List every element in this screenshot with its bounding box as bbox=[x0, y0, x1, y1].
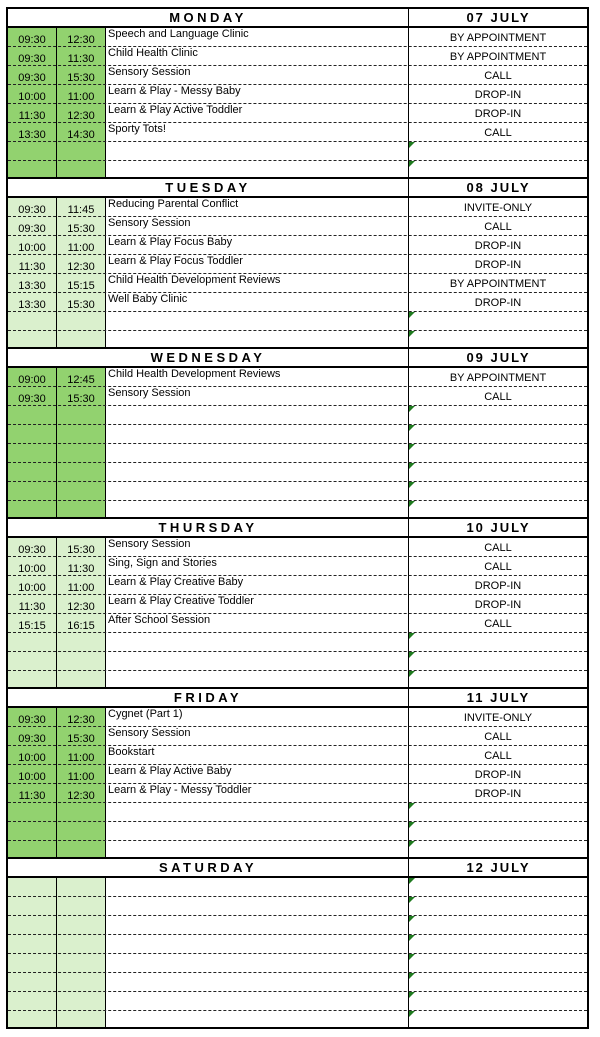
cell-comment-marker-icon bbox=[409, 897, 415, 903]
activity-cell[interactable]: Reducing Parental Conflict bbox=[108, 198, 239, 210]
end-time-cell[interactable]: 11:00 bbox=[67, 242, 95, 254]
activity-cell[interactable]: Learn & Play Active Baby bbox=[108, 765, 232, 777]
end-time-cell[interactable]: 11:00 bbox=[67, 91, 95, 103]
day-date: 12 JULY bbox=[408, 859, 588, 876]
schedule-row[interactable] bbox=[8, 123, 587, 142]
activity-cell[interactable]: Child Health Development Reviews bbox=[108, 274, 281, 286]
start-time-cell[interactable]: 11:30 bbox=[18, 110, 46, 122]
activity-cell[interactable]: Sensory Session bbox=[108, 727, 191, 739]
cell-comment-marker-icon bbox=[409, 633, 415, 639]
cell-comment-marker-icon bbox=[409, 916, 415, 922]
schedule-row[interactable] bbox=[8, 293, 587, 312]
schedule-row[interactable] bbox=[8, 803, 587, 822]
start-time-cell[interactable]: 09:30 bbox=[18, 204, 46, 216]
cell-comment-marker-icon bbox=[409, 406, 415, 412]
booking-type-cell[interactable]: DROP-IN bbox=[474, 108, 522, 120]
start-time-cell[interactable]: 15:15 bbox=[18, 620, 46, 632]
start-time-cell[interactable]: 10:00 bbox=[18, 752, 46, 764]
cell-comment-marker-icon bbox=[409, 935, 415, 941]
end-time-cell[interactable]: 12:30 bbox=[67, 714, 95, 726]
schedule-row[interactable] bbox=[8, 954, 587, 973]
start-time-cell[interactable]: 10:00 bbox=[18, 563, 46, 575]
day-name: SATURDAY bbox=[158, 860, 258, 875]
schedule-row[interactable] bbox=[8, 368, 587, 387]
schedule-row[interactable] bbox=[8, 85, 587, 104]
cell-comment-marker-icon bbox=[409, 425, 415, 431]
booking-type-cell[interactable]: DROP-IN bbox=[474, 599, 522, 611]
schedule-row[interactable] bbox=[8, 406, 587, 425]
day-block-saturday bbox=[6, 857, 589, 1029]
start-time-cell[interactable]: 11:30 bbox=[18, 601, 46, 613]
cell-comment-marker-icon bbox=[409, 501, 415, 507]
activity-cell[interactable]: Child Health Development Reviews bbox=[108, 368, 281, 380]
schedule-row[interactable] bbox=[8, 765, 587, 784]
activity-cell[interactable]: Child Health Clinic bbox=[108, 47, 198, 59]
start-time-cell[interactable]: 10:00 bbox=[18, 242, 46, 254]
end-time-cell[interactable]: 12:30 bbox=[67, 34, 95, 46]
booking-type-cell[interactable]: CALL bbox=[484, 70, 512, 82]
end-time-cell[interactable]: 12:30 bbox=[67, 261, 95, 273]
end-time-cell[interactable]: 16:15 bbox=[67, 620, 95, 632]
cell-comment-marker-icon bbox=[409, 1011, 415, 1017]
activity-cell[interactable]: Learn & Play Focus Toddler bbox=[108, 255, 243, 267]
cell-comment-marker-icon bbox=[409, 822, 415, 828]
day-block-tuesday bbox=[6, 177, 589, 349]
booking-type-cell[interactable]: BY APPOINTMENT bbox=[449, 32, 547, 44]
start-time-cell[interactable]: 09:30 bbox=[18, 53, 46, 65]
start-time-cell[interactable]: 13:30 bbox=[18, 129, 46, 141]
start-time-cell[interactable]: 10:00 bbox=[18, 582, 46, 594]
schedule-row[interactable] bbox=[8, 217, 587, 236]
end-time-cell[interactable]: 14:30 bbox=[67, 129, 95, 141]
cell-comment-marker-icon bbox=[409, 841, 415, 847]
start-time-cell[interactable]: 09:30 bbox=[18, 393, 46, 405]
day-header bbox=[8, 9, 587, 28]
day-header bbox=[8, 859, 587, 878]
end-time-cell[interactable]: 15:30 bbox=[67, 223, 95, 235]
booking-type-cell[interactable]: DROP-IN bbox=[474, 580, 522, 592]
schedule-row[interactable] bbox=[8, 198, 587, 217]
schedule-row[interactable] bbox=[8, 557, 587, 576]
activity-cell[interactable]: After School Session bbox=[108, 614, 211, 626]
activity-cell[interactable]: Learn & Play Creative Toddler bbox=[108, 595, 254, 607]
schedule-row[interactable] bbox=[8, 236, 587, 255]
day-date: 08 JULY bbox=[408, 179, 588, 196]
cell-comment-marker-icon bbox=[409, 992, 415, 998]
end-time-cell[interactable]: 15:30 bbox=[67, 733, 95, 745]
start-time-cell[interactable]: 09:30 bbox=[18, 34, 46, 46]
booking-type-cell[interactable]: CALL bbox=[484, 391, 512, 403]
booking-type-cell[interactable]: DROP-IN bbox=[474, 89, 522, 101]
activity-cell[interactable]: Sensory Session bbox=[108, 66, 191, 78]
schedule-row[interactable] bbox=[8, 482, 587, 501]
activity-cell[interactable]: Well Baby Clinic bbox=[108, 293, 188, 305]
schedule-row[interactable] bbox=[8, 66, 587, 85]
schedule-row[interactable] bbox=[8, 822, 587, 841]
start-time-cell[interactable]: 09:30 bbox=[18, 714, 46, 726]
end-time-cell[interactable]: 15:30 bbox=[67, 72, 95, 84]
cell-comment-marker-icon bbox=[409, 463, 415, 469]
schedule-row[interactable] bbox=[8, 444, 587, 463]
end-time-cell[interactable]: 12:45 bbox=[67, 374, 95, 386]
booking-type-cell[interactable]: CALL bbox=[484, 561, 512, 573]
booking-type-cell[interactable]: CALL bbox=[484, 731, 512, 743]
day-name: FRIDAY bbox=[173, 690, 243, 705]
booking-type-cell[interactable]: DROP-IN bbox=[474, 297, 522, 309]
activity-cell[interactable]: Speech and Language Clinic bbox=[108, 28, 249, 40]
end-time-cell[interactable]: 11:00 bbox=[67, 752, 95, 764]
activity-cell[interactable]: Learn & Play Active Toddler bbox=[108, 104, 243, 116]
schedule-row[interactable] bbox=[8, 935, 587, 954]
booking-type-cell[interactable]: DROP-IN bbox=[474, 240, 522, 252]
day-name: MONDAY bbox=[169, 10, 247, 25]
booking-type-cell[interactable]: CALL bbox=[484, 221, 512, 233]
activity-cell[interactable]: Learn & Play Creative Baby bbox=[108, 576, 244, 588]
activity-cell[interactable]: Sensory Session bbox=[108, 387, 191, 399]
schedule-row[interactable] bbox=[8, 992, 587, 1011]
cell-comment-marker-icon bbox=[409, 652, 415, 658]
booking-type-cell[interactable]: BY APPOINTMENT bbox=[449, 372, 547, 384]
schedule-row[interactable] bbox=[8, 595, 587, 614]
day-block-monday bbox=[6, 7, 589, 179]
booking-type-cell[interactable]: CALL bbox=[484, 542, 512, 554]
end-time-cell[interactable]: 12:30 bbox=[67, 110, 95, 122]
cell-comment-marker-icon bbox=[409, 161, 415, 167]
schedule-row[interactable] bbox=[8, 142, 587, 161]
schedule-row[interactable] bbox=[8, 104, 587, 123]
end-time-cell[interactable]: 15:30 bbox=[67, 299, 95, 311]
schedule-row[interactable] bbox=[8, 708, 587, 727]
cell-comment-marker-icon bbox=[409, 878, 415, 884]
schedule-row[interactable] bbox=[8, 1011, 587, 1030]
schedule-row[interactable] bbox=[8, 652, 587, 671]
day-name: TUESDAY bbox=[165, 180, 251, 195]
start-time-cell[interactable]: 13:30 bbox=[18, 299, 46, 311]
activity-cell[interactable]: Cygnet (Part 1) bbox=[108, 708, 183, 720]
start-time-cell[interactable]: 09:30 bbox=[18, 72, 46, 84]
cell-comment-marker-icon bbox=[409, 312, 415, 318]
cell-comment-marker-icon bbox=[409, 142, 415, 148]
day-block-wednesday bbox=[6, 347, 589, 519]
start-time-cell[interactable]: 10:00 bbox=[18, 771, 46, 783]
booking-type-cell[interactable]: DROP-IN bbox=[474, 788, 522, 800]
schedule-row[interactable] bbox=[8, 538, 587, 557]
booking-type-cell[interactable]: INVITE-ONLY bbox=[463, 202, 533, 214]
schedule-row[interactable] bbox=[8, 463, 587, 482]
schedule-row[interactable] bbox=[8, 973, 587, 992]
end-time-cell[interactable]: 15:30 bbox=[67, 393, 95, 405]
schedule-row[interactable] bbox=[8, 916, 587, 935]
end-time-cell[interactable]: 11:30 bbox=[67, 53, 95, 65]
end-time-cell[interactable]: 12:30 bbox=[67, 790, 95, 802]
schedule-row[interactable] bbox=[8, 784, 587, 803]
start-time-cell[interactable]: 09:00 bbox=[18, 374, 46, 386]
cell-comment-marker-icon bbox=[409, 954, 415, 960]
booking-type-cell[interactable]: INVITE-ONLY bbox=[463, 712, 533, 724]
day-header bbox=[8, 519, 587, 538]
activity-cell[interactable]: Bookstart bbox=[108, 746, 155, 758]
activity-cell[interactable]: Sing, Sign and Stories bbox=[108, 557, 217, 569]
day-date: 10 JULY bbox=[408, 519, 588, 536]
booking-type-cell[interactable]: BY APPOINTMENT bbox=[449, 51, 547, 63]
start-time-cell[interactable]: 09:30 bbox=[18, 223, 46, 235]
activity-cell[interactable]: Learn & Play - Messy Baby bbox=[108, 85, 241, 97]
day-name: THURSDAY bbox=[158, 520, 258, 535]
booking-type-cell[interactable]: CALL bbox=[484, 127, 512, 139]
activity-cell[interactable]: Learn & Play Focus Baby bbox=[108, 236, 233, 248]
schedule-row[interactable] bbox=[8, 727, 587, 746]
booking-type-cell[interactable]: DROP-IN bbox=[474, 259, 522, 271]
cell-comment-marker-icon bbox=[409, 331, 415, 337]
schedule-row[interactable] bbox=[8, 255, 587, 274]
start-time-cell[interactable]: 11:30 bbox=[18, 790, 46, 802]
cell-comment-marker-icon bbox=[409, 482, 415, 488]
activity-cell[interactable]: Learn & Play - Messy Toddler bbox=[108, 784, 252, 796]
cell-comment-marker-icon bbox=[409, 444, 415, 450]
day-block-thursday bbox=[6, 517, 589, 689]
schedule-row[interactable] bbox=[8, 425, 587, 444]
day-date: 07 JULY bbox=[408, 9, 588, 26]
end-time-cell[interactable]: 15:15 bbox=[67, 280, 95, 292]
start-time-cell[interactable]: 11:30 bbox=[18, 261, 46, 273]
booking-type-cell[interactable]: BY APPOINTMENT bbox=[449, 278, 547, 290]
day-name: WEDNESDAY bbox=[150, 350, 266, 365]
cell-comment-marker-icon bbox=[409, 973, 415, 979]
end-time-cell[interactable]: 11:00 bbox=[67, 771, 95, 783]
cell-comment-marker-icon bbox=[409, 803, 415, 809]
schedule-row[interactable] bbox=[8, 633, 587, 652]
booking-type-cell[interactable]: CALL bbox=[484, 750, 512, 762]
activity-cell[interactable]: Sensory Session bbox=[108, 217, 191, 229]
start-time-cell[interactable]: 10:00 bbox=[18, 91, 46, 103]
start-time-cell[interactable]: 09:30 bbox=[18, 733, 46, 745]
end-time-cell[interactable]: 11:45 bbox=[67, 204, 95, 216]
day-header bbox=[8, 689, 587, 708]
schedule-row[interactable] bbox=[8, 878, 587, 897]
day-block-friday bbox=[6, 687, 589, 859]
day-header bbox=[8, 349, 587, 368]
schedule-row[interactable] bbox=[8, 312, 587, 331]
day-date: 11 JULY bbox=[408, 689, 588, 706]
booking-type-cell[interactable]: DROP-IN bbox=[474, 769, 522, 781]
day-date: 09 JULY bbox=[408, 349, 588, 366]
start-time-cell[interactable]: 13:30 bbox=[18, 280, 46, 292]
schedule-row[interactable] bbox=[8, 28, 587, 47]
schedule-row[interactable] bbox=[8, 746, 587, 765]
activity-cell[interactable]: Sporty Tots! bbox=[108, 123, 166, 135]
cell-comment-marker-icon bbox=[409, 671, 415, 677]
day-header bbox=[8, 179, 587, 198]
schedule-row[interactable] bbox=[8, 614, 587, 633]
end-time-cell[interactable]: 15:30 bbox=[67, 544, 95, 556]
schedule-row[interactable] bbox=[8, 274, 587, 293]
schedule-row[interactable] bbox=[8, 47, 587, 66]
schedule-row[interactable] bbox=[8, 897, 587, 916]
activity-cell[interactable]: Sensory Session bbox=[108, 538, 191, 550]
start-time-cell[interactable]: 09:30 bbox=[18, 544, 46, 556]
schedule-row[interactable] bbox=[8, 576, 587, 595]
end-time-cell[interactable]: 11:30 bbox=[67, 563, 95, 575]
end-time-cell[interactable]: 11:00 bbox=[67, 582, 95, 594]
end-time-cell[interactable]: 12:30 bbox=[67, 601, 95, 613]
schedule-row[interactable] bbox=[8, 387, 587, 406]
booking-type-cell[interactable]: CALL bbox=[484, 618, 512, 630]
